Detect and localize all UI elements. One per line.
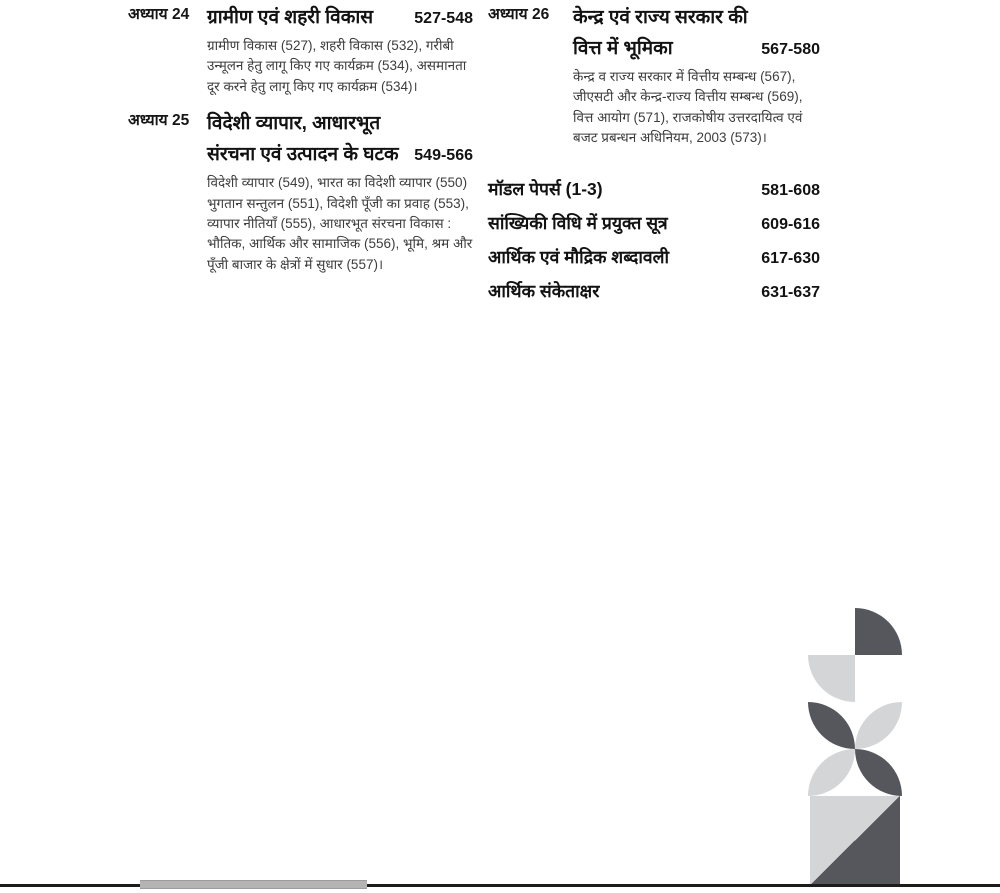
chapter-entry-26 <box>488 2 820 149</box>
list-item <box>488 280 820 302</box>
chapter-24-label: अध्याय 24 <box>128 6 190 23</box>
chapter-26-description: केन्द्र व राज्य सरकार में वित्तीय सम्बन्ध (567), जीएसटी और केन्द्र-राज्य वित्तीय सम्बन्ध (569), वित्त आयोग (571), राजकोषीय उत्तरदायित्व एवं बजट प्रबन्धन अधिनियम, 2003 (573)। <box>573 69 803 146</box>
chapter-24-page-range: 527-548 <box>414 10 473 27</box>
quarter-circle-light-icon <box>808 655 855 702</box>
chapter-26-content <box>573 2 820 149</box>
toc-left-column <box>128 2 473 286</box>
chapter-entry-25 <box>128 108 473 275</box>
pedestal-diagonal-icon <box>810 796 900 885</box>
chapter-26-title: केन्द्र एवं राज्य सरकार की वित्त में भूमिका <box>573 7 748 59</box>
chapter-26-label: अध्याय 26 <box>488 6 550 23</box>
chapter-25-content <box>207 108 473 275</box>
toc-right-column <box>488 2 820 314</box>
chapter-26-title-row <box>573 2 820 64</box>
section-title: आर्थिक एवं मौद्रिक शब्दावली <box>488 246 669 267</box>
leaf-light-icon <box>855 702 902 749</box>
list-item <box>488 212 820 234</box>
section-page-range: 631-637 <box>761 283 820 301</box>
section-page-range: 581-608 <box>761 181 820 199</box>
list-item <box>488 178 820 200</box>
leaf-dark-icon <box>808 702 855 749</box>
chapter-24-description: ग्रामीण विकास (527), शहरी विकास (532), गरीबी उन्मूलन हेतु लागू किए गए कार्यक्रम (534), असमानता दूर करने हेतु लागू किए गए कार्यक्रम (534)। <box>207 38 467 94</box>
leaf-dark-icon <box>855 749 902 796</box>
chapter-25-page-range: 549-566 <box>414 147 473 165</box>
section-title: आर्थिक संकेताक्षर <box>488 280 600 301</box>
chapter-24-content <box>207 2 473 97</box>
chapter-24-title-row <box>207 2 473 33</box>
leaf-light-icon <box>808 749 855 796</box>
list-item <box>488 246 820 268</box>
section-title: सांख्यिकी विधि में प्रयुक्त सूत्र <box>488 212 668 233</box>
chapter-25-label: अध्याय 25 <box>128 112 190 130</box>
chapter-25-title: विदेशी व्यापार, आधारभूत संरचना एवं उत्पादन के घटक <box>207 113 399 166</box>
back-matter-list <box>488 178 820 302</box>
quarter-circle-dark-icon <box>855 608 902 655</box>
chapter-25-description: विदेशी व्यापार (549), भारत का विदेशी व्यापार (550) भुगतान सन्तुलन (551), विदेशी पूँजी का प्रवाह (553), व्यापार नीतियाँ (555), आधारभूत संरचना विकास : भौतिक, आर्थिक और सामाजिक (556), भूमि, श्रम और पूँजी बाजार के क्षेत्रों में सुधार (557)। <box>207 175 473 272</box>
footer-gray-bar <box>140 880 367 889</box>
chapter-26-page-range: 567-580 <box>761 41 820 58</box>
section-page-range: 609-616 <box>761 215 820 233</box>
chapter-25-title-row <box>207 108 473 170</box>
chapter-24-title: ग्रामीण एवं शहरी विकास <box>207 7 374 28</box>
section-page-range: 617-630 <box>761 249 820 267</box>
decorative-plant-motif <box>808 608 902 886</box>
chapter-entry-24 <box>128 2 473 97</box>
section-title: मॉडल पेपर्स (1-3) <box>488 178 603 199</box>
